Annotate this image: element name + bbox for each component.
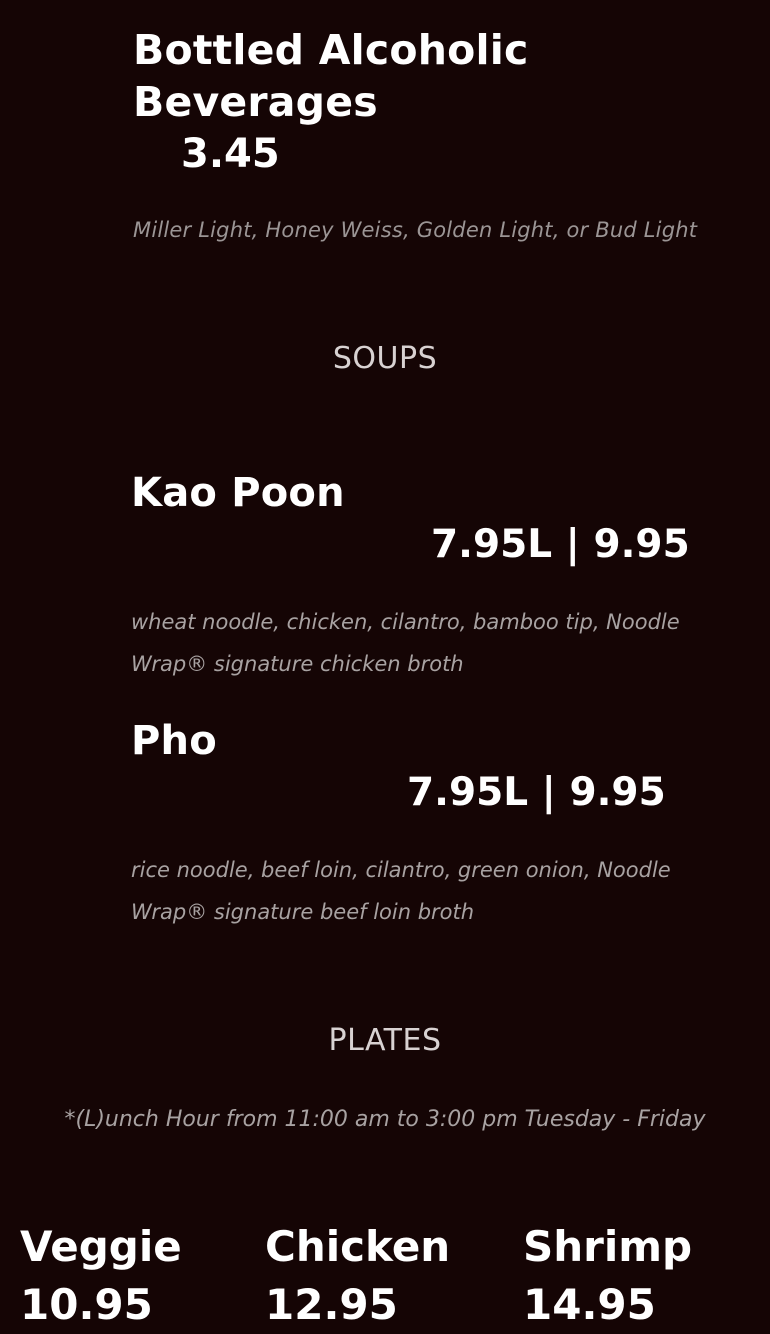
soup-price: 7.95L | 9.95 xyxy=(431,522,690,567)
plate-item xyxy=(20,1218,182,1334)
plate-name: Shrimp xyxy=(523,1222,693,1271)
soups-heading: SOUPS xyxy=(332,341,438,376)
beverage-title: Bottled Alcoholic Beverages xyxy=(133,26,529,126)
plate-name: Chicken xyxy=(265,1222,451,1271)
plate-item xyxy=(265,1218,450,1334)
plates-heading: PLATES xyxy=(328,1023,442,1058)
beverage-description: Miller Light, Honey Weiss, Golden Light, or Bud Light xyxy=(133,218,698,242)
beverage-price: 3.45 xyxy=(181,131,280,177)
lunch-hour-note: *(L)unch Hour from 11:00 am to 3:00 pm Tuesday - Friday xyxy=(64,1107,706,1132)
plate-price: 14.95 xyxy=(523,1280,656,1329)
soup-description: rice noodle, beef loin, cilantro, green onion, Noodle Wrap® signature beef loin broth xyxy=(131,858,671,924)
plate-name: Veggie xyxy=(20,1222,182,1271)
soup-title: Kao Poon xyxy=(131,470,345,516)
plate-price: 12.95 xyxy=(265,1280,398,1329)
soup-description: wheat noodle, chicken, cilantro, bamboo tip, Noodle Wrap® signature chicken broth xyxy=(131,610,680,676)
plate-price: 10.95 xyxy=(20,1280,153,1329)
plate-item xyxy=(523,1218,692,1334)
soup-title: Pho xyxy=(131,718,217,764)
soup-price: 7.95L | 9.95 xyxy=(407,770,666,815)
